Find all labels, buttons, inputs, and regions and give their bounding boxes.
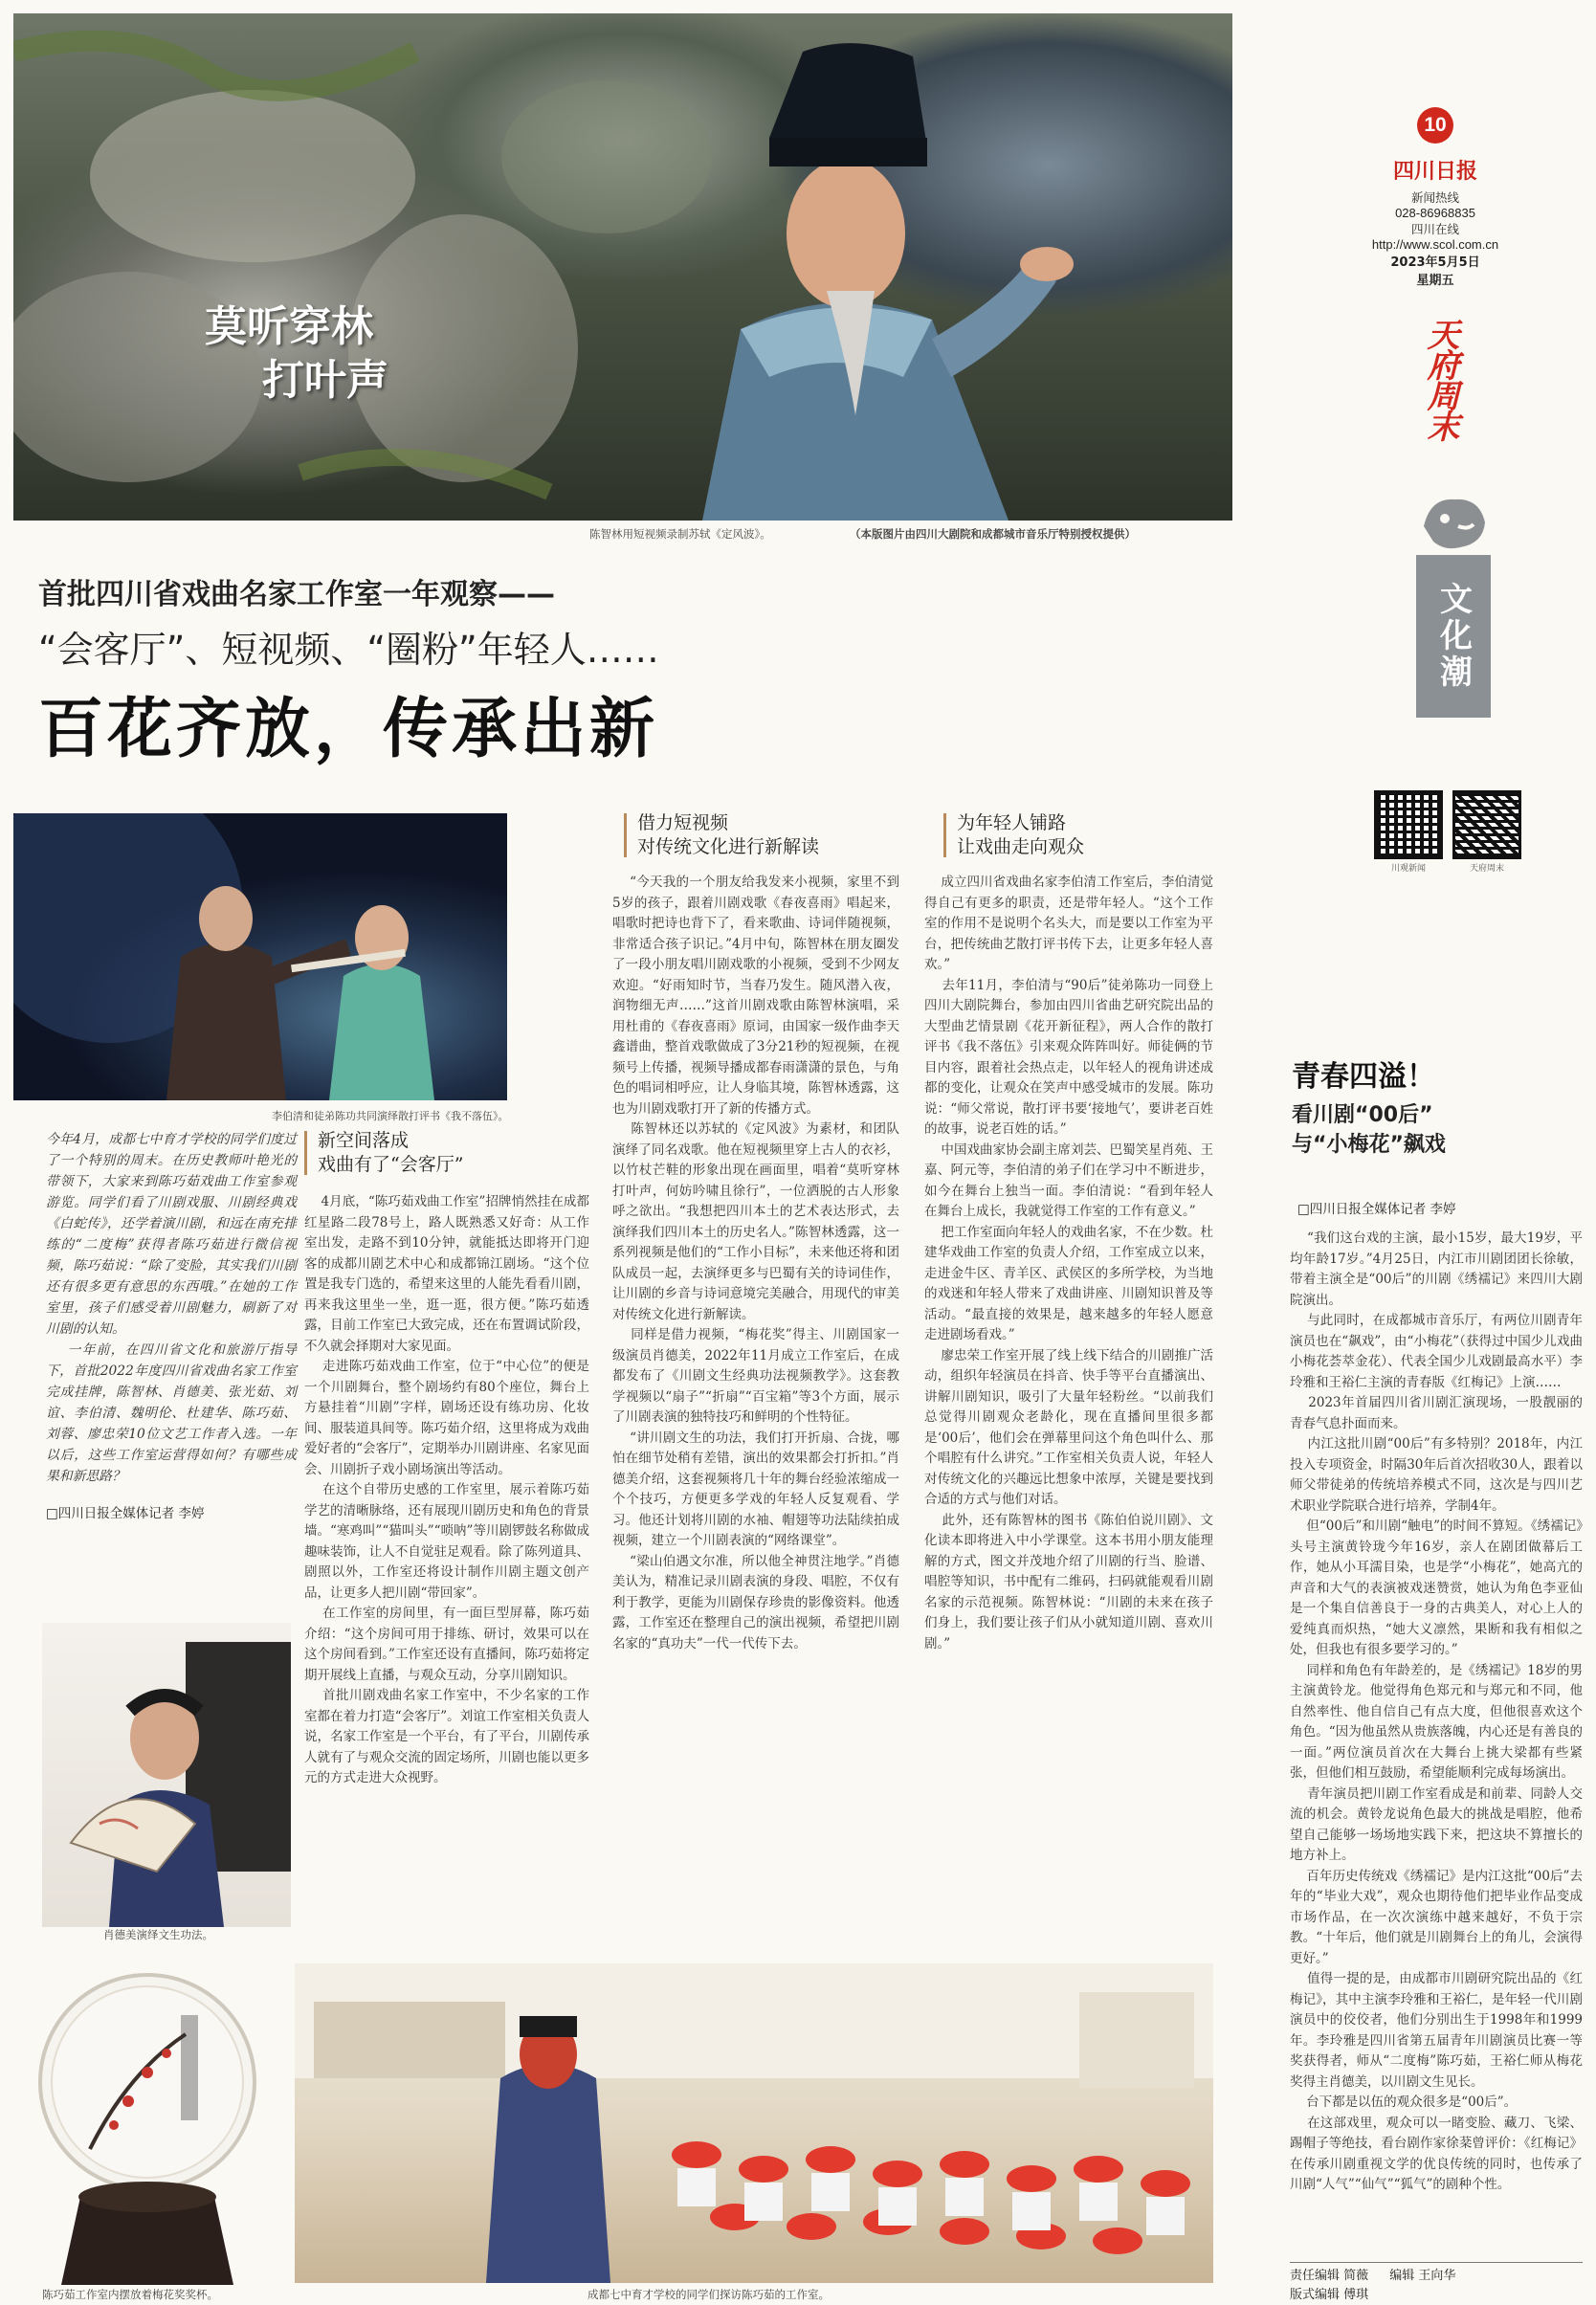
qr-label-1: 川观新闻 [1390,864,1426,874]
hotline-label: 新闻热线 [1410,190,1459,205]
section3-title [943,811,1244,859]
photo1-caption: 李伯清和徒弟陈功共同演绎散打评书《我不落伍》。 [272,1110,509,1122]
section2-title-line1: 借力短视频 [637,812,729,833]
masthead [1292,107,1579,288]
editor-2: 编辑 王向华 [1389,2269,1456,2283]
issue-date: 2023年5月5日 [1390,255,1480,270]
section3-title-line1: 为年轻人铺路 [957,812,1067,833]
headline-subtitle: “会客厅”、短视频、“圈粉”年轻人…… [38,629,659,671]
supplement-name: 天府周末 [1421,318,1459,440]
lion-emblem-icon [1416,488,1491,555]
section1-bar [304,1131,307,1175]
hero-calligraphy [205,300,492,408]
calligraphy-line-2: 打叶声 [262,356,388,405]
section3-title-line2: 让戏曲走向观众 [957,836,1085,857]
hero-photo [13,13,1232,521]
editor-credits [1290,2262,1583,2305]
qr-code-2[interactable] [1452,790,1521,859]
photo-students-visit [295,1963,1213,2283]
side-byline: □四川日报全媒体记者 李婷 [1297,1202,1456,1217]
photo-xiao-demei [42,1623,291,1927]
paper-name: 四川日报 [1392,159,1477,184]
photo2-scene [42,1623,291,1927]
hero-credit: （本版图片由四川大剧院和成都城市音乐厅特别授权提供） [850,527,1136,541]
qr-codes [1374,790,1527,874]
section1-title-line2: 戏曲有了“会客厅” [318,1154,464,1175]
photo3-scene [23,1958,272,2285]
section2-bar [624,813,627,857]
side-title-line2: 看川剧“00后” [1292,1103,1433,1127]
photo1-scene [13,813,507,1100]
section-badge [1416,488,1491,727]
actor-figure [702,43,1074,521]
headline-main: 百花齐放，传承出新 [38,692,659,767]
section2-column [612,873,899,1944]
calligraphy-line-1: 莫听穿林 [205,302,373,351]
section1-column [304,1192,589,1958]
photo4-caption: 成都七中育才学校的同学们探访陈巧茹的工作室。 [587,2288,830,2301]
section-name: 文化潮 [1416,555,1491,718]
section1-body: 4月底，“陈巧茹戏曲工作室”招牌悄然挂在成都红星路二段78号上，路人既熟悉又好奇：从工作室出发，走路不到10分钟，就能抵达即将开门迎客的成都川剧艺术中心和成都锦江剧场。“这个位置是我专门选的，希望来这里的人能先看看川剧，再来我这里坐一坐，逛一逛，很方便。”陈巧茹透露，目前工作室已大致完成，还在布置调试阶段，不久就会择期对大家见面。 走进陈巧茹戏曲工作室，位于“中心位”的便是一个川剧舞台，整个剧场约有80个座位，舞台上方悬挂着“川剧”字样，剧场还设有练功房、化妆间、服装道具间等。陈巧茹介绍，这里将成为戏曲爱好者的“会客厅”，定期举办川剧讲座、名家见面会、川剧折子戏小剧场演出等活动。 在这个自带历史感的工作室里，展示着陈巧茹学艺的清晰脉络，还有展现川剧历史和角色的背景墙。“寒鸡叫”“猫叫头”“唢呐”等川剧锣鼓名称做成趣味装饰，让人不自觉驻足观看。除了陈列道具、剧照以外，工作室还将设计制作川剧主题文创产品，让更多人把川剧“带回家”。 在工作室的房间里，有一面巨型屏幕，陈巧茹介绍：“这个房间可用于排练、研讨，效果可以在这个房间看到。”工作室还设有直播间，陈巧茹将定期开展线上直播，与观众互动，分享川剧知识。 首批川剧戏曲名家工作室中，不少名家的工作室都在着力打造“会客厅”。刘谊工作室相关负责人说，名家工作室是一个平台，有了平台，川剧传承人就有了与观众交流的固定场所，川剧也能以更多元的方式走进大众视野。 [304,1194,589,1785]
intro-block [46,1129,297,1521]
section2-title-line2: 对传统文化进行新解读 [637,836,820,857]
issue-weekday: 星期五 [1416,274,1454,288]
supplement-logo [1397,318,1483,440]
photo-plum-trophy [23,1958,272,2285]
page-number-badge: 10 [1417,107,1453,144]
photo3-caption: 陈巧茹工作室内摆放着梅花奖奖杯。 [42,2288,218,2301]
section1-title [304,1129,605,1177]
online-label: 四川在线 [1410,222,1459,236]
section2-body: “今天我的一个朋友给我发来小视频，家里不到5岁的孩子，跟着川剧戏歌《春夜喜雨》唱起来，唱歌时把诗也背下了，看来歌曲、诗词伴随视频，非常适合孩子识记。”4月中旬，陈智林在朋友圈发了一段小朋友唱川剧戏歌的小视频，受到不少网友欢迎。“好雨知时节，当春乃发生。随风潜入夜，润物细无声……”这首川剧戏歌由陈智林演唱，采用杜甫的《春夜喜雨》原词，由国家一级作曲李天鑫谱曲，整首戏歌做成了3分21秒的短视频，在视频号上传播，视频导播成都春雨潇潇的景色，与角色的唱词相呼应，让人身临其境，陈智林透露，这也为川剧戏歌打开了新的传播方式。 陈智林还以苏轼的《定风波》为素材，和团队演绎了同名戏歌。他在短视频里穿上古人的衣衫，以竹杖芒鞋的形象出现在画面里，唱着“莫听穿林打叶声，何妨吟啸且徐行”，一位洒脱的古人形象呼之欲出。“我想把四川本土的艺术表达形式，去演绎我们四川本土的历史名人。”陈智林透露，这一系列视频是他们的“工作小目标”，未来他还将和团队成员一起，去演绎更多与巴蜀有关的诗词佳作，让川剧的乡音与诗词意境完美融合，用现代的审美对传统文化进行新解读。 同样是借力视频，“梅花奖”得主、川剧国家一级演员肖德美，2022年11月成立工作室后，在成都发布了《川剧文生经典功法视频教学》。这套教学视频以“扇子”“折扇”“百宝箱”等3个方面，展示了川剧表演的独特技巧和鲜明的个性特征。 “讲川剧文生的功法，我们打开折扇、合拢，哪怕在细节处稍有差错，演出的效果都会打折扣。”肖德美介绍，这套视频将几十年的舞台经验浓缩成一个个技巧，方便更多学戏的年轻人反复观看、学习。他还计划将川剧的水袖、帽翅等功法陆续拍成视频，建立一个川剧表演的“网络课堂”。 “梁山伯遇文尔准，所以他全神贯注地学。”肖德美认为，精准记录川剧表演的身段、唱腔，不仅有利于教学，更能为川剧保存珍贵的影像资料。他透露，工作室还在整理自己的演出视频，希望把川剧名家的“真功夫”一代一代传下去。 [612,875,899,1651]
hero-scene [13,13,1232,521]
main-byline: □四川日报全媒体记者 李婷 [46,1506,205,1521]
side-title-line3: 与“小梅花”飙戏 [1292,1133,1446,1157]
editor-1: 责任编辑 简薇 [1290,2269,1369,2283]
side-article-title [1292,1053,1579,1158]
qr-label-2: 天府周末 [1469,864,1504,874]
photo-li-boqing-chen-gong [13,813,507,1100]
side-article-body: “我们这台戏的主演，最小15岁，最大19岁，平均年龄17岁。”4月25日，内江市川剧团团长徐敏，带着主演全是“00后”的川剧《绣襦记》来四川大剧院演出。 与此同时，在成都城市音乐厅，有两位川剧青年演员也在“飙戏”，由“小梅花”（获得过中国少儿戏曲小梅花荟萃金花）、代表全国少儿戏剧最高水平）李玲雅和王裕仁主演的青春版《红梅记》上演…… 2023年首届四川省川剧汇演现场，一股靓丽的青春气息扑面而来。 内江这批川剧“00后”有多特别？2018年，内江投入专项资金，时隔30年后首次招收30人，跟着以师父带徒弟的传统培养模式不同，这次是与四川艺术职业学院联合进行培养，学制4年。 但“00后”和川剧“触电”的时间不算短。《绣襦记》头号主演黄铃珑今年16岁，亲人在剧团做幕后工作，她从小耳濡目染，也是学“小梅花”，她高亢的声音和大气的表演被戏迷赞赏，她认为角色李亚仙是一个集自信善良于一身的古典美人，对心上人的爱纯真而炽热，“她大义凛然，果断和我有相似之处，但我也有很多要学习的。” 同样和角色有年龄差的，是《绣襦记》18岁的男主演黄铃龙。他觉得角色郑元和与郑元和不同，他自然率性、他自信自己有点大度，但他很喜欢这个角色。“因为他虽然从贵族落魄，内心还是有善良的一面。”两位演员首次在大舞台上挑大梁都有些紧张，但他们相互鼓励，希望能顺利完成每场演出。 青年演员把川剧工作室看成是和前辈、同龄人交流的机会。黄铃龙说角色最大的挑战是唱腔，他希望自己能够一场场地实践下来，把这块不算擅长的地方补上。 百年历史传统戏《绣襦记》是内江这批“00后”去年的“毕业大戏”，观众也期待他们把毕业作品变成市场作品，在一次次演练中越来越好，不负于宗教。“十年后，他们就是川剧舞台上的角儿，会演得更好。” 值得一提的是，由成都市川剧研究院出品的《红梅记》，其中主演李玲雅和王裕仁，是年轻一代川剧演员中的佼佼者，他们分别出生于1998年和1999年。李玲雅是四川省第五届青年川剧演员比赛一等奖获得者，师从“二度梅”陈巧茹，王裕仁师从梅花奖得主肖德美，以川剧文生见长。 台下都是以伍的观众很多是“00后”。 在这部戏里，观众可以一睹变脸、藏刀、飞梁、踢帽子等绝技，看台剧作家徐棻曾评价：《红梅记》在传承川剧重视文学的优良传统的同时，也传承了川剧“人气”“仙气”“狐气”的剧种个性。 [1290,1230,1583,2192]
hero-caption: 陈智林用短视频录制苏轼《定风波》。 [589,527,771,541]
section3-bar [943,813,946,857]
site-url[interactable]: http://www.scol.com.cn [1371,237,1499,252]
section2-title [624,811,924,859]
qr-code-1[interactable] [1374,790,1443,859]
photo2-caption: 肖德美演绎文生功法。 [103,1928,213,1941]
intro-text: 今年4月，成都七中育才学校的同学们度过了一个特别的周末。在历史教师叶艳光的带领下，大家来到陈巧茹戏曲工作室参观游览。同学们看了川剧戏服、川剧经典戏《白蛇传》，还学着演川剧，和远在南充排练的“二度梅”获得者陈巧茹进行微信视频，陈巧茹说：“除了变脸，其实我们川剧还有很多更有意思的东西哦。”在她的工作室里，孩子们感受着川剧魅力，刷新了对川剧的认知。 一年前，在四川省文化和旅游厅指导下，首批2022年度四川省戏曲名家工作室完成挂牌，陈智林、肖德美、张光茹、刘谊、李伯清、魏明伦、杜建华、陈巧茹、刘蓉、廖忠荣10位文艺工作者入选。一年以后，这些工作室运营得如何？有哪些成果和新思路？ [46,1132,298,1484]
section1-title-line1: 新空间落成 [318,1130,410,1151]
section3-column [924,873,1213,1944]
side-title-line1: 青春四溢！ [1292,1060,1435,1094]
side-article-column [1290,1229,1583,2252]
hotline-number: 028-86968835 [1395,206,1475,220]
photo4-scene [295,1963,1213,2283]
headline-kicker: 首批四川省戏曲名家工作室一年观察—— [38,578,555,611]
section3-body: 成立四川省戏曲名家李伯清工作室后，李伯清觉得自己有更多的职责，还是带年轻人。“这个工作室的作用不是说明个名头大，而是要以工作室为平台，把传统曲艺散打评书传下去，让更多年轻人喜欢。” 去年11月，李伯清与“90后”徒弟陈功一同登上四川大剧院舞台，参加由四川省曲艺研究院出品的大型曲艺情景剧《花开新征程》，两人合作的散打评书《我不落伍》引来观众阵阵叫好。师徒俩的节目内容，跟着社会热点走，以年轻人的视角讲述成都的变化，让观众在笑声中感受城市的发展。陈功说：“师父常说，散打评书要‘接地气’，要讲老百姓的故事，说老百姓的话。” 中国戏曲家协会副主席刘芸、巴蜀笑星肖苑、王嘉、阿元等，李伯清的弟子们在学习中不断进步，如今在舞台上独当一面。李伯清说：“看到年轻人在舞台上成长，我就觉得工作室的工作有意义。” 把工作室面向年轻人的戏曲名家，不在少数。杜建华戏曲工作室的负责人介绍，工作室成立以来，走进金牛区、青羊区、武侯区的多所学校，为当地的戏迷和年轻人带来了戏曲讲座、川剧知识普及等活动。“最直接的效果是，越来越多的年轻人愿意走进剧场看戏。” 廖忠荣工作室开展了线上线下结合的川剧推广活动，组织年轻演员在抖音、快手等平台直播演出、讲解川剧知识，吸引了大量年轻粉丝。“以前我们总觉得川剧观众老龄化，现在直播间里很多都是‘00后’，他们会在弹幕里问这个角色叫什么、那个唱腔有什么讲究。”工作室相关负责人说，年轻人对传统文化的兴趣远比想象中浓厚，关键是要找到合适的方式与他们对话。 此外，还有陈智林的图书《陈伯伯说川剧》、文化读本即将进入中小学课堂。这本书用小朋友能理解的方式，图文并茂地介绍了川剧的行当、脸谱、唱腔等知识，书中配有二维码，扫码就能观看川剧名家的示范视频。陈智林说：“川剧的未来在孩子们身上，我们要让孩子们从小就知道川剧、喜欢川剧。” [924,875,1213,1651]
editor-3: 版式编辑 傅琪 [1290,2288,1369,2302]
